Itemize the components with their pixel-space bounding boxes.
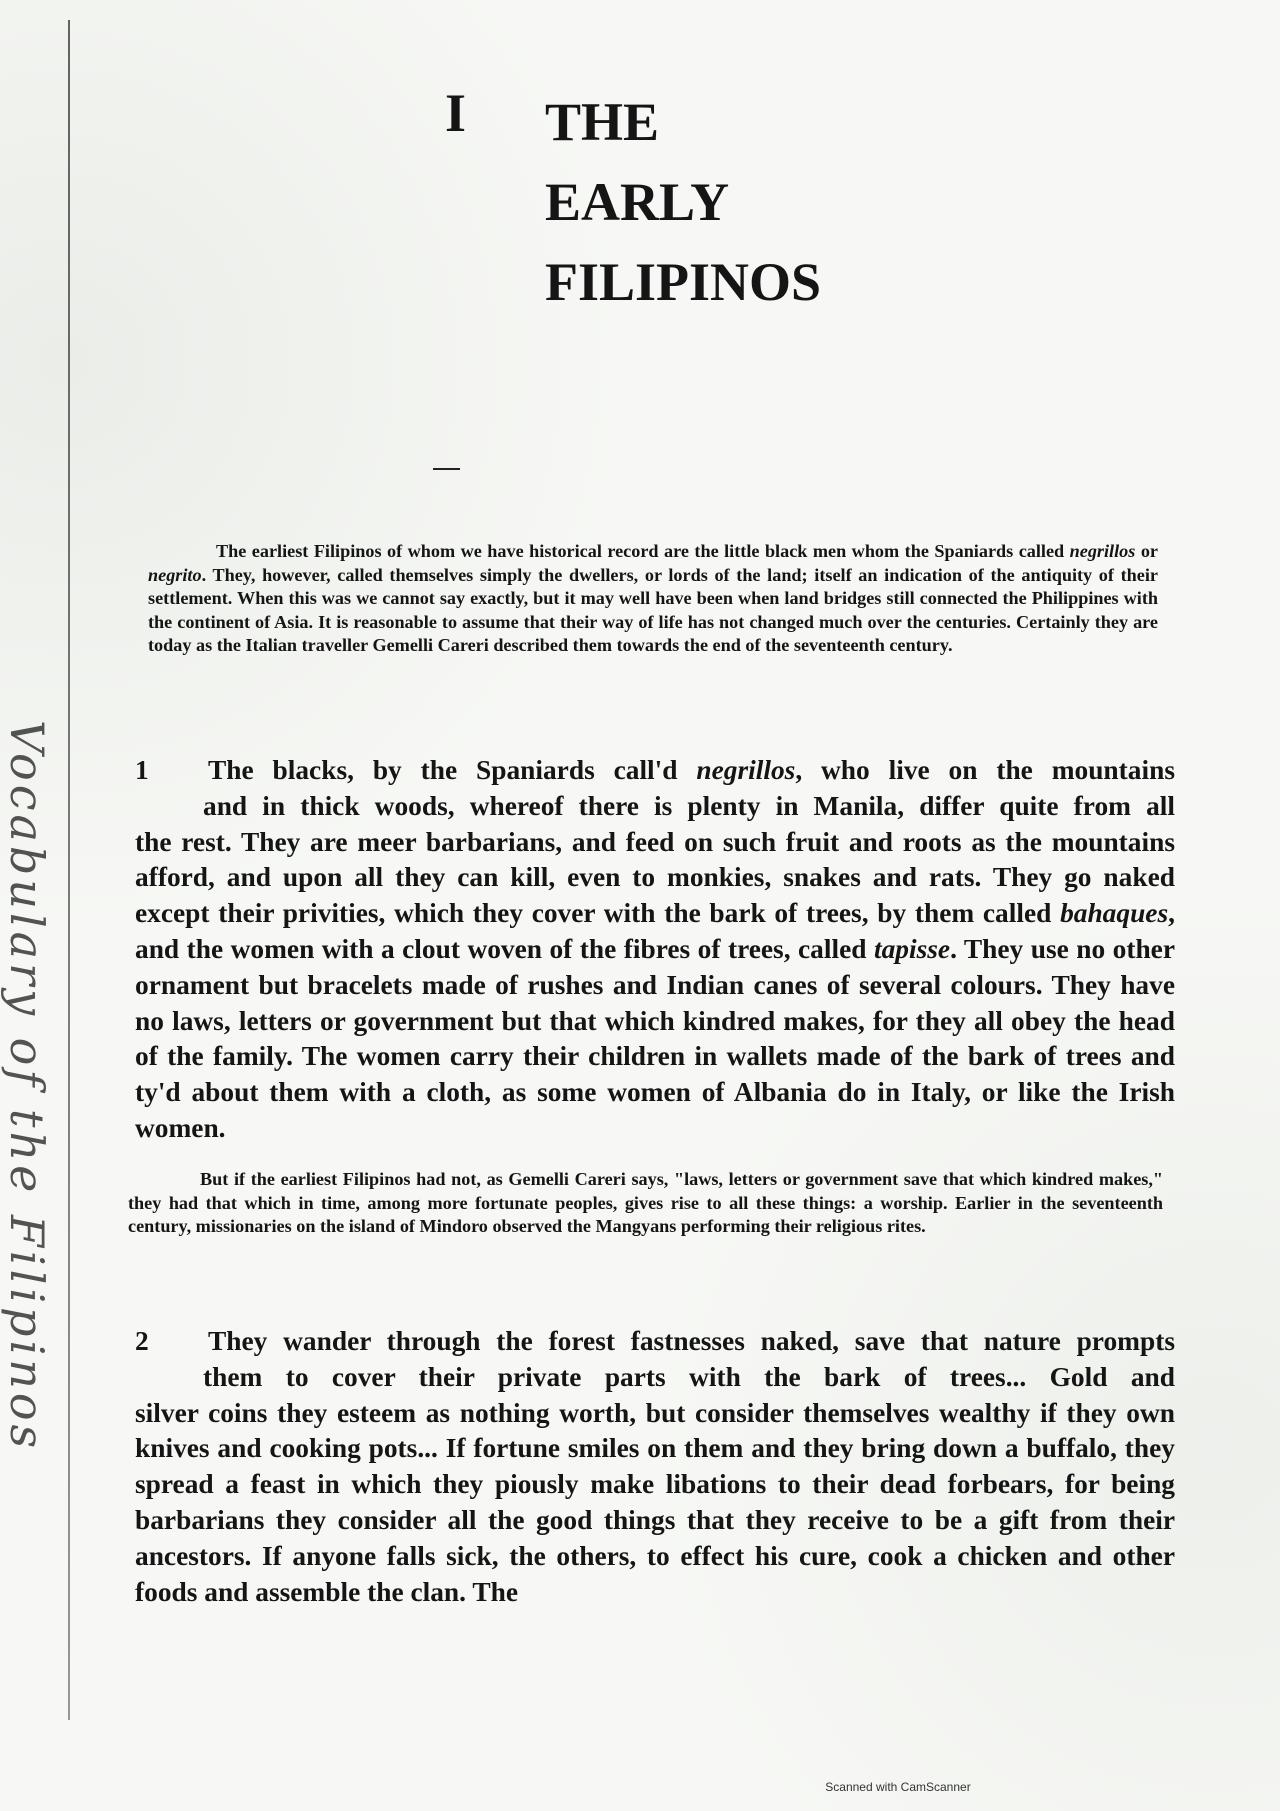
chapter-title-line: FILIPINOS: [545, 252, 822, 312]
passage-body: silver coins they esteem as nothing worth, but consider themselves wealthy if they own knives and cooking pots... If fortune smiles on them and they bring down a buffalo, they spread a feast in which they piously make libations to their dead forbears, for being barbarians they consider all the good things that they receive to be a gift from their ancestors. If anyone falls sick, the others, to effect his cure, cook a chicken and other foods and assemble the clan. The: [135, 1397, 1175, 1607]
intro-paragraph: The earliest Filipinos of whom we have historical record are the little black men whom the Spaniards called negrillos or negrito. They, however, called themselves simply the dwellers, or lords of the land; itself an indication of the antiquity of their settlement. When this was we cannot say exactly, but it may well have been when land bridges still connected the Philippines with the continent of Asia. It is reasonable to assume that their way of life has not changed much over the centuries. Certainly they are today as the Italian traveller Gemelli Careri described them towards the end of the seventeenth century.: [148, 541, 1158, 655]
quoted-passage-1: [135, 753, 1175, 1147]
passage-number: 1: [135, 755, 149, 785]
chapter-title: [545, 82, 945, 322]
quoted-passage-2: [135, 1324, 1175, 1610]
passage-body: the rest. They are meer barbarians, and feed on such fruit and roots as the mountains afford, and upon all they can kill, even to monkies, snakes and rats. They go naked except their privities, which they cover with the bark of trees, by them called bahaques, and the women with a clout woven of the fibres of trees, called tapisse. They use no other ornament but bracelets made of rushes and Indian canes of several colours. They have no laws, letters or government but that which kindred makes, for they all obey the head of the family. The women carry their children in wallets made of the bark of trees and ty'd about them with a cloth, as some women of Albania do in Italy, or like the Irish women.: [135, 826, 1175, 1143]
chapter-number: I: [445, 83, 467, 143]
passage-line: and in thick woods, whereof there is plenty in Manila, differ quite from all: [203, 790, 1175, 821]
passage-line: them to cover their private parts with the bark of trees... Gold and: [203, 1361, 1175, 1392]
commentary-paragraph: But if the earliest Filipinos had not, as Gemelli Careri says, "laws, letters or government save that which kindred makes," they had that which in time, among more fortunate peoples, gives rise to all these things: a worship. Earlier in the seventeenth century, missionaries on the island of Mindoro observed the Mangyans performing their religious rites.: [128, 1169, 1163, 1236]
passage-line: The blacks, by the Spaniards call'd negrillos, who live on the mountains: [208, 755, 1175, 785]
chapter-title-line: THE: [545, 92, 660, 152]
handwritten-margin-note: [0, 720, 70, 1620]
passage-number: 2: [135, 1326, 149, 1356]
scanner-watermark: Scanned with CamScanner: [825, 1780, 971, 1794]
section-divider: [433, 468, 460, 470]
passage-line: They wander through the forest fastnesses naked, save that nature prompts: [208, 1326, 1175, 1356]
margin-note-text: Vocabulary of the Filipinos: [0, 720, 54, 1453]
chapter-title-line: EARLY: [545, 172, 730, 232]
